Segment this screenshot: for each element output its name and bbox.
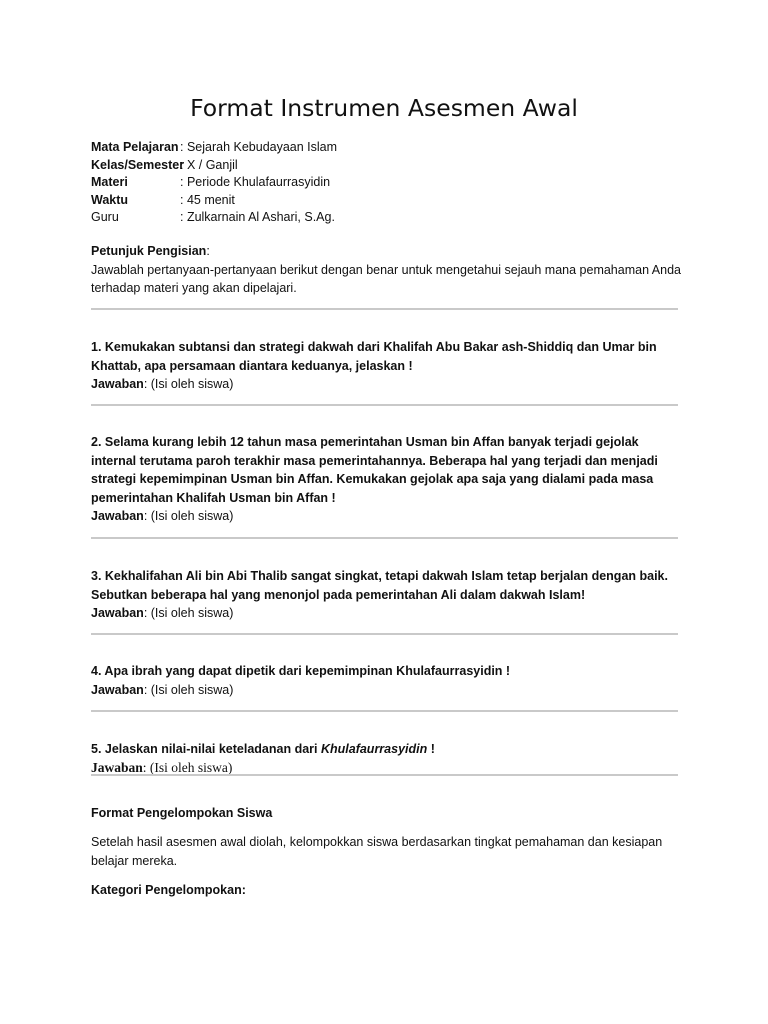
pengelompokan-text	[91, 833, 681, 870]
answer-placeholder: : (Isi oleh siswa)	[143, 682, 234, 697]
question-text	[91, 740, 681, 759]
meta-value: : Sejarah Kebudayaan Islam	[180, 140, 338, 154]
answer-placeholder: : (Isi oleh siswa)	[143, 606, 234, 620]
petunjuk-label: Petunjuk Pengisian	[91, 244, 207, 258]
answer-placeholder: : (Isi oleh siswa)	[143, 509, 234, 523]
meta-key: Guru	[91, 210, 119, 224]
meta-key: Kelas/Semester	[91, 157, 185, 172]
divider	[91, 774, 678, 776]
kategori-heading	[91, 881, 681, 900]
question-text: 3. Kekhalifahan Ali bin Abi Thalib sangat singkat, tetapi dakwah Islam tetap berjalan dengan baik. Sebutkan beberapa hal yang menonjol pada pemerintahan Ali dalam dakwah Islam!	[91, 569, 668, 602]
document-title: Format Instrumen Asesmen Awal	[190, 94, 578, 122]
divider	[91, 633, 678, 635]
meta-info	[91, 139, 337, 227]
meta-value: : X / Ganjil	[180, 157, 238, 172]
paragraph: Setelah hasil asesmen awal diolah, kelompokkan siswa berdasarkan tingkat pemahaman dan kesiapan belajar mereka.	[91, 835, 663, 868]
answer-placeholder: : (Isi oleh siswa)	[143, 377, 234, 391]
answer-label: Jawaban	[91, 682, 144, 697]
section-heading: Format Pengelompokan Siswa	[91, 806, 273, 820]
question-3	[91, 567, 681, 623]
meta-row-mata-pelajaran	[91, 139, 337, 157]
divider	[91, 308, 678, 310]
answer-placeholder: : (Isi oleh siswa)	[142, 759, 233, 775]
answer-label: Jawaban	[91, 759, 143, 775]
question-5	[91, 740, 681, 777]
meta-row-materi	[91, 174, 337, 192]
answer-line	[91, 507, 681, 526]
petunjuk-heading	[91, 242, 681, 261]
question-text-italic: Khulafaurrasyidin	[320, 742, 428, 756]
question-4	[91, 662, 681, 699]
meta-row-guru	[91, 209, 337, 227]
question-text: 2. Selama kurang lebih 12 tahun masa pemerintahan Usman bin Affan banyak terjadi gejolak internal terutama paroh terakhir masa pemerintahannya. Beberapa hal yang terjadi dan menjadi strategi kepemimpinan Usman bin Affan. Kemukakan gejolak apa saja yang dialami pada masa pemerintahan Khalifah Usman bin Affan !	[91, 435, 658, 505]
question-1	[91, 338, 681, 394]
answer-line	[91, 375, 681, 394]
divider	[91, 710, 678, 712]
meta-key: Waktu	[91, 192, 129, 207]
answer-line	[91, 681, 681, 700]
petunjuk-section	[91, 242, 681, 298]
answer-label: Jawaban	[91, 606, 144, 620]
question-text: 4. Apa ibrah yang dapat dipetik dari kepemimpinan Khulafaurrasyidin !	[91, 664, 511, 678]
question-text-start: 5. Jelaskan nilai-nilai keteladanan dari	[91, 742, 321, 756]
pengelompokan-heading	[91, 804, 681, 823]
meta-row-kelas-semester	[91, 157, 337, 175]
divider	[91, 537, 678, 539]
answer-label: Jawaban	[91, 509, 144, 523]
answer-label: Jawaban	[91, 377, 144, 391]
meta-value: : Zulkarnain Al Ashari, S.Ag.	[180, 210, 335, 224]
meta-key: Materi	[91, 175, 128, 189]
petunjuk-text: Jawablah pertanyaan-pertanyaan berikut dengan benar untuk mengetahui sejauh mana pemahaman Anda terhadap materi yang akan dipelajari.	[91, 262, 682, 295]
meta-row-waktu	[91, 192, 337, 210]
meta-key: Mata Pelajaran	[91, 140, 179, 154]
meta-value: : Periode Khulafaurrasyidin	[180, 175, 331, 189]
divider	[91, 404, 678, 406]
question-2	[91, 433, 681, 526]
meta-value: : 45 menit	[180, 192, 235, 207]
answer-line	[91, 604, 681, 623]
petunjuk-colon: :	[206, 244, 210, 258]
question-text: 1. Kemukakan subtansi dan strategi dakwah dari Khalifah Abu Bakar ash-Shiddiq dan Umar bin Khattab, apa persamaan diantara keduanya, jelaskan !	[91, 340, 657, 373]
question-text-end: !	[427, 742, 435, 756]
section-heading: Kategori Pengelompokan:	[91, 883, 246, 897]
